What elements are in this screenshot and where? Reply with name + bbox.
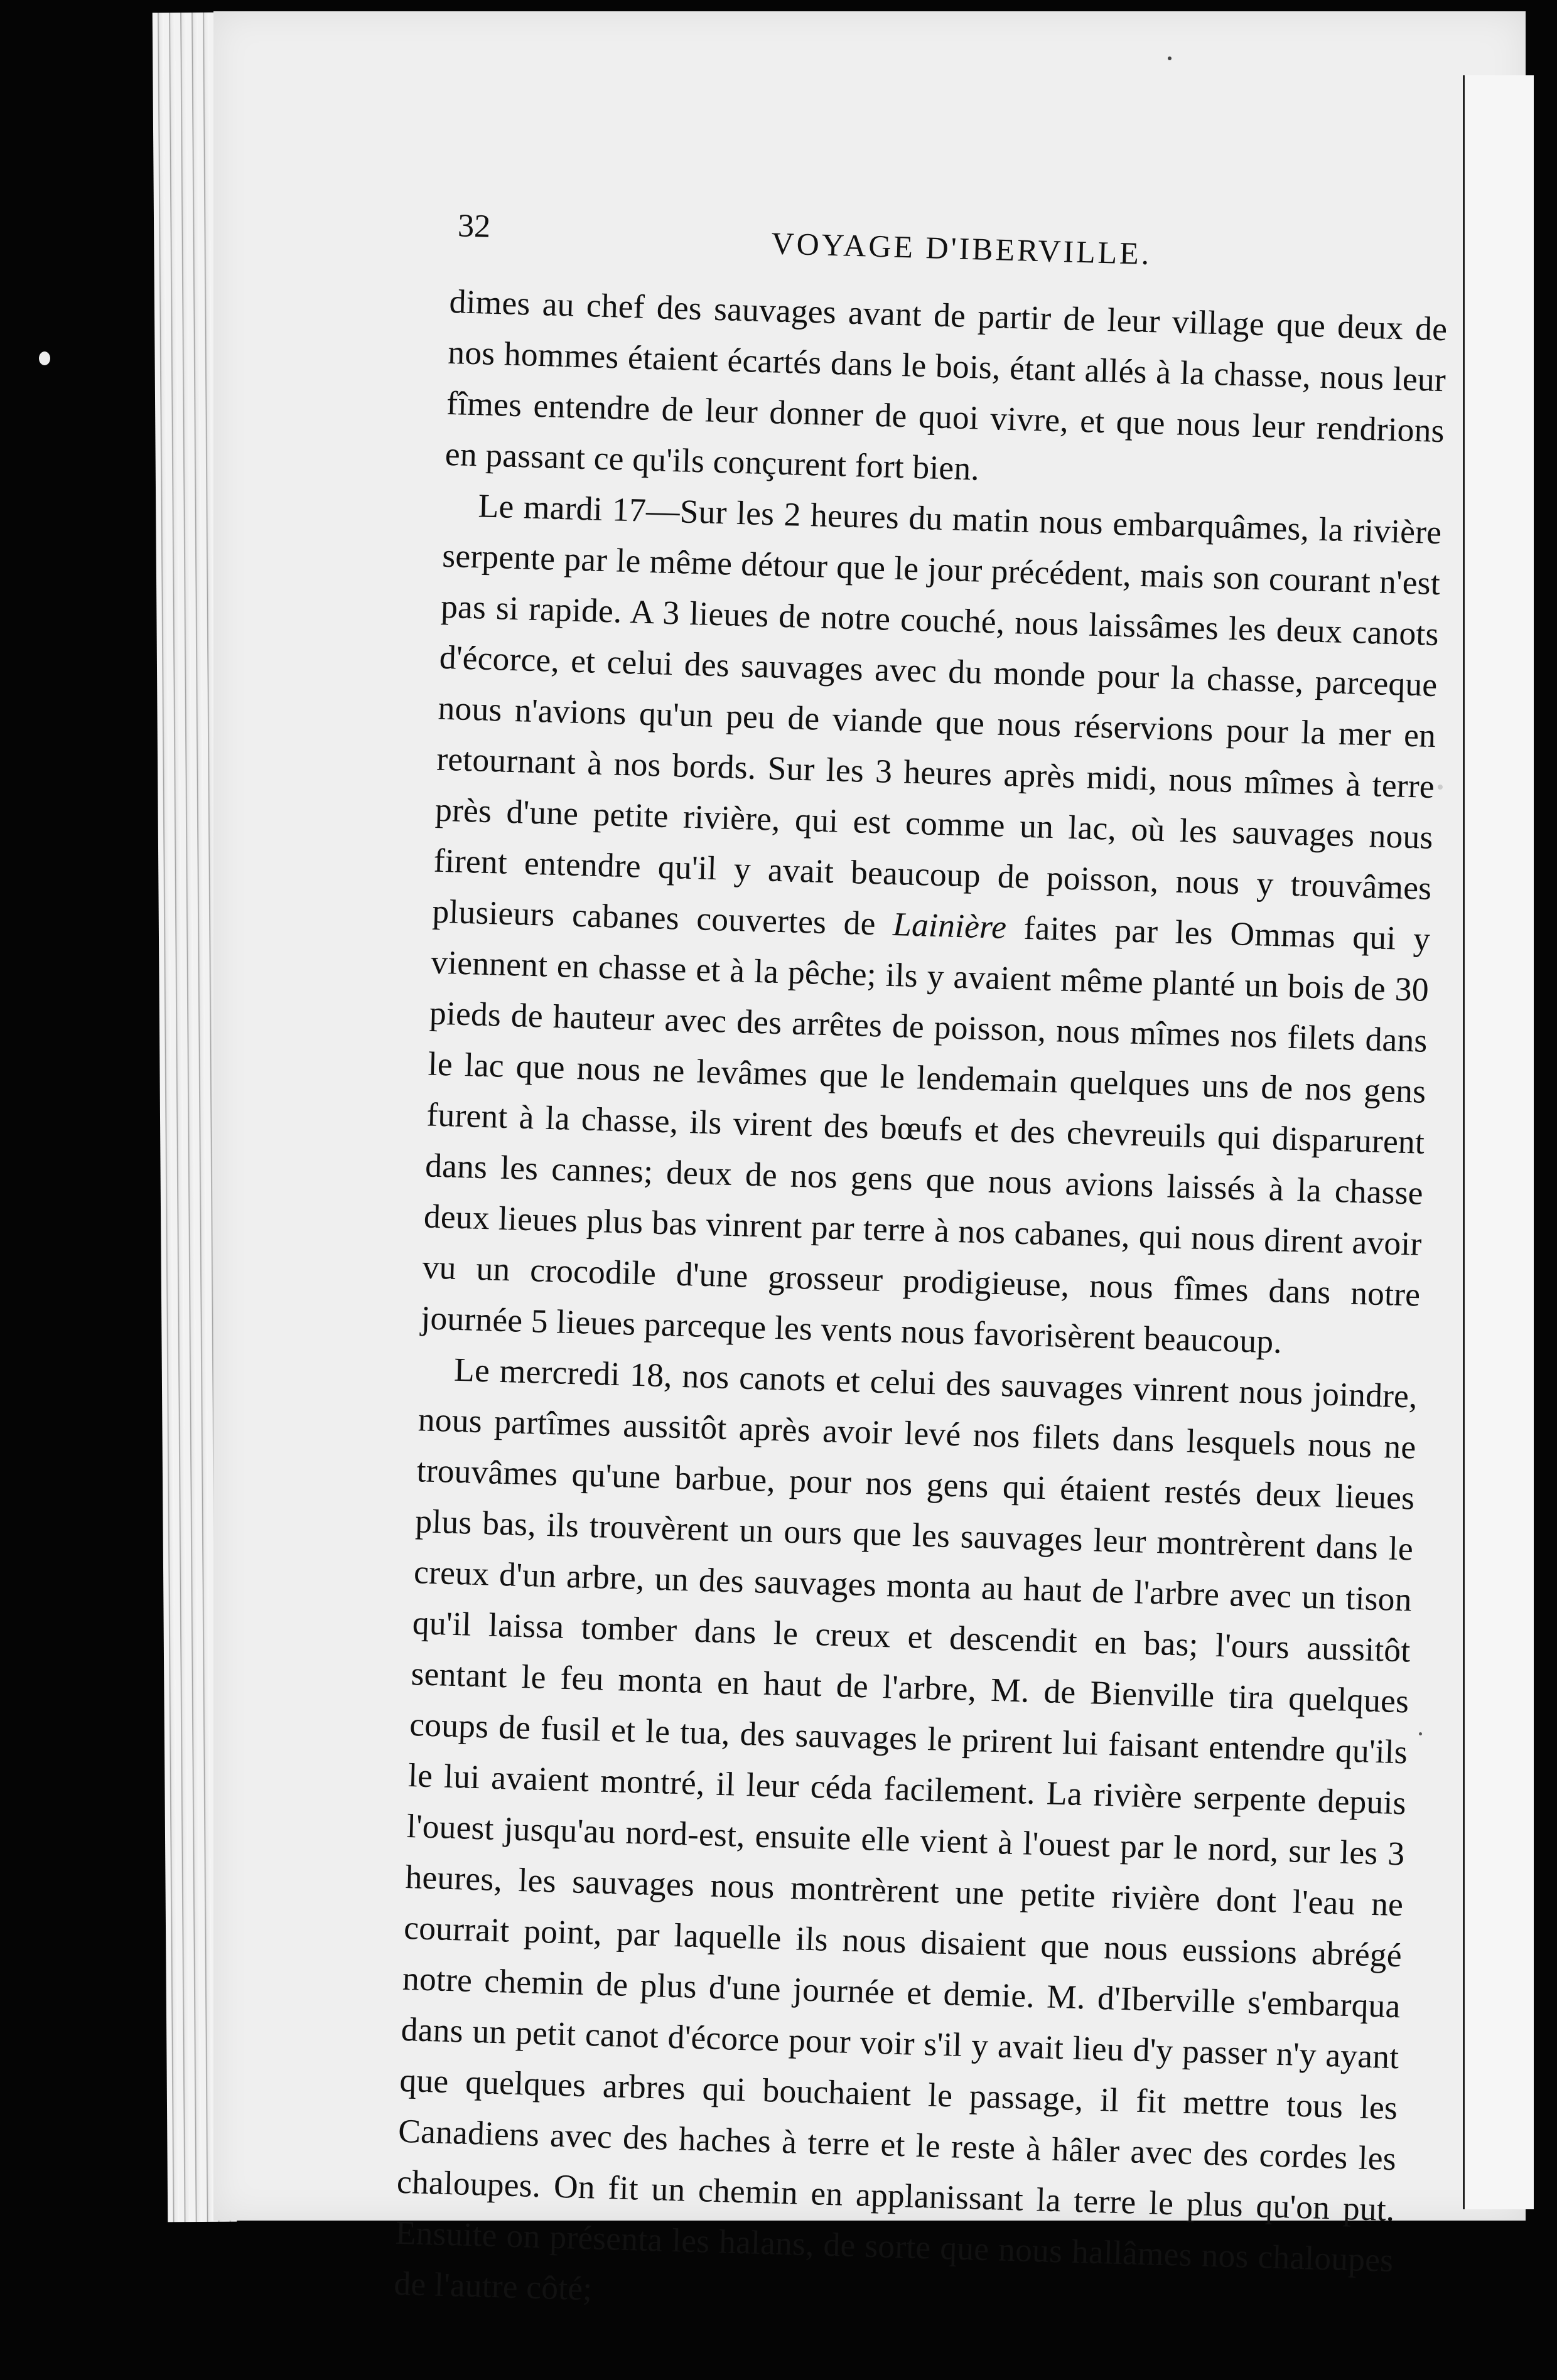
page-content xyxy=(393,207,1450,2337)
facing-page-edge xyxy=(1463,75,1534,2209)
paragraph-1: dimes au chef des sauvages avant de partir de leur village que deux de nos hommes étaient écartés dans le bois, étant allés à la chasse, nous leur fîmes entendre de leur donner de quoi vivre, et que nous leur rendrions en passant ce qu'ils conçurent fort bien. xyxy=(444,282,1448,488)
page-number: 32 xyxy=(457,208,491,245)
italic-term: Lainière xyxy=(892,905,1007,946)
paragraph-2-part-b: faites par les Ommas qui y viennent en chasse et à la pêche; ils y avaient même planté un bois de 30 pieds de hauteur avec des arrêtes de poisson, nous mîmes nos filets dans le lac que nous ne levâmes que le lendemain quelques uns de nos gens furent à la chasse, ils virent des bœufs et des chevreuils qui disparurent dans les cannes; deux de nos gens que nous avions laissés à la chasse deux lieues plus bas vinrent par terre à nos cabanes, qui nous dirent avoir vu un crocodile d'une grosseur prodigieuse, nous fîmes dans notre journée 5 lieues parceque les vents nous favorisèrent beaucoup. xyxy=(420,908,1431,1361)
running-title: VOYAGE D'IBERVILLE. xyxy=(770,225,1153,272)
paragraph-3: Le mercredi 18, nos canots et celui des sauvages vinrent nous joindre, nous partîmes aussitôt après avoir levé nos filets dans lesquels nous ne trouvâmes qu'une barbue, pour nos gens qui étaient restés deux lieues plus bas, ils trouvèrent un ours que les sauvages leur montrèrent dans le creux d'un arbre, un des sauvages monta au haut de l'arbre avec un tison qu'il laissa tomber dans le creux et descendit en bas; l'ours aussitôt sentant le feu monta en haut de l'arbre, M. de Bienville tira quelques coups de fusil et le tua, des sauvages le prirent lui faisant entendre qu'ils le lui avaient montré, il leur céda facilement. La rivière serpente depuis l'ouest jusqu'au nord-est, ensuite elle vient à l'ouest par le nord, sur les 3 heures, les sauvages nous montrèrent une petite rivière dont l'eau ne courrait point, par laquelle ils nous disaient que nous eussions abrégé notre chemin de plus d'une journée et demie. M. d'Iberville s'embarqua dans un petit canot d'écorce pour voir s'il y avait lieu d'y passer n'y ayant que quelques arbres qui bouchaient le passage, il fit mettre tous les Canadiens avec des haches à terre et le reste à hâler avec des cordes les chaloupes. On fit un chemin en applanissant la terre le plus qu'on put. Ensuite on présenta les halans, de sorte que nous hallâmes nos chaloupes de l'autre côté; xyxy=(393,1350,1418,2308)
paragraph-2-part-a: Le mardi 17—Sur les 2 heures du matin nous embarquâmes, la rivière serpente par le même détour que le jour précédent, mais son courant n'est pas si rapide. A 3 lieues de notre couché, nous laissâmes les deux canots d'écorce, et celui des sauvages avec du monde pour la chasse, parceque nous n'avions qu'un peu de viande que nous réservions pour la mer en retournant à nos bords. Sur les 3 heures après midi, nous mîmes à terre près d'une petite rivière, qui est comme un lac, où les sauvages nous firent entendre qu'il y avait beaucoup de poisson, nous y trouvâmes plusieurs cabanes couvertes de xyxy=(431,486,1442,943)
paragraph-2 xyxy=(420,480,1442,1371)
body-text xyxy=(393,276,1448,2337)
